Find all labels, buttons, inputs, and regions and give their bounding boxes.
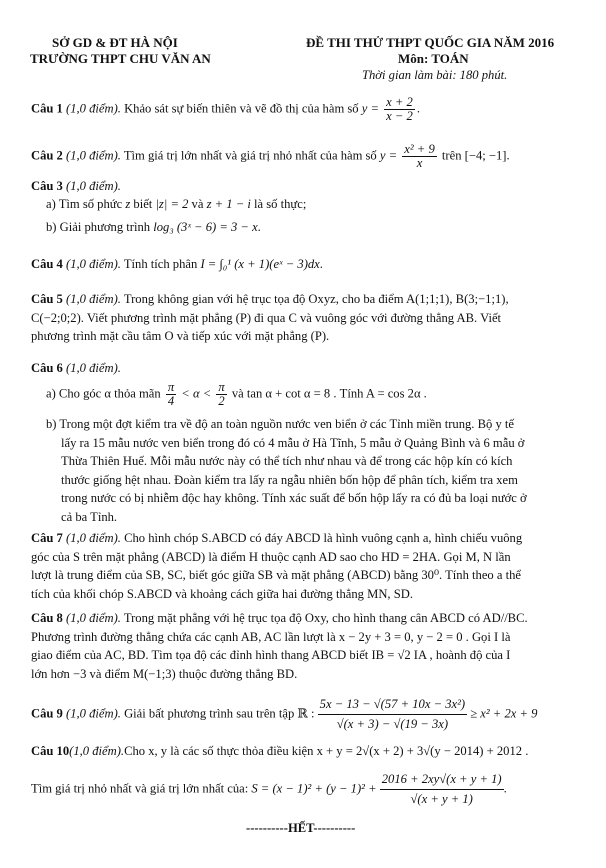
q2-numerator: x² + 9 bbox=[404, 142, 435, 156]
question-2 bbox=[31, 143, 510, 170]
q7-points: (1,0 điểm). bbox=[66, 531, 121, 545]
q10-end: . bbox=[503, 781, 507, 796]
question-6-heading bbox=[31, 362, 121, 375]
q3-label: Câu 3 bbox=[31, 179, 63, 193]
q3a-and: và bbox=[191, 197, 204, 211]
q8-points: (1,0 điểm). bbox=[66, 611, 121, 625]
q7-label: Câu 7 bbox=[31, 531, 63, 545]
q7-line: tích của khối chóp S.ABCD và khoảng cách giữa hai đường thẳng MN, SD. bbox=[31, 586, 413, 601]
q5-line1: Trong không gian với hệ trục tọa độ Oxyz, cho ba điểm A(1;1;1), B(3;−1;1), bbox=[123, 292, 509, 306]
time-limit: Thời gian làm bài: 180 phút. bbox=[362, 68, 508, 82]
q1-lhs: y = bbox=[361, 101, 379, 116]
q6a-frac1-den: 4 bbox=[167, 394, 175, 408]
q7-line: góc của S trên mặt phẳng (ABCD) là điểm H thuộc cạnh AD sao cho HD = 2HA. Gọi M, N lần bbox=[31, 549, 511, 564]
question-4 bbox=[31, 258, 323, 271]
q3b-end: . bbox=[257, 220, 261, 234]
q4-integral: I = ∫₀¹ (x + 1)(eˣ − 3)dx bbox=[200, 257, 320, 271]
q5-label: Câu 5 bbox=[31, 292, 63, 306]
q1-denominator: x − 2 bbox=[386, 109, 413, 123]
q6a-rest: và tan α + cot α = 8 . Tính A = cos 2α . bbox=[231, 386, 427, 401]
q5-points: (1,0 điểm). bbox=[66, 292, 121, 306]
q1-label: Câu 1 bbox=[31, 101, 63, 116]
q10-fraction bbox=[380, 771, 504, 808]
question-10 bbox=[31, 745, 528, 758]
q1-numerator: x + 2 bbox=[386, 95, 413, 109]
q6b-line: lấy ra 15 mẫu nước ven biển trong đó có 4 mẫu ở Hà Tĩnh, 5 mẫu ở Quảng Bình và 6 mẫu ở bbox=[61, 435, 525, 450]
q3a-expr: z + 1 − i bbox=[206, 197, 251, 211]
q4-text: Tính tích phân bbox=[123, 257, 198, 271]
q6b-line: trong nước có bị nhiễm độc hay không. Tính xác suất để bốn hộp lấy ra có đủ ba loại nước ở bbox=[61, 491, 527, 505]
q7-line: lượt là trung điểm của SB, SC, biết góc giữa SB và mặt phẳng (ABCD) bằng 30⁰. Tính theo a thể bbox=[31, 568, 521, 582]
q1-fraction bbox=[384, 96, 415, 123]
q9-rhs: ≥ x² + 2x + 9 bbox=[470, 706, 538, 721]
q6b-line: cả ba Tỉnh. bbox=[61, 509, 118, 524]
question-7 bbox=[31, 529, 575, 603]
q9-points: (1,0 điểm). bbox=[66, 706, 121, 721]
q6a-frac2-den: 2 bbox=[218, 394, 225, 408]
q6-points: (1,0 điểm). bbox=[66, 361, 121, 375]
q10-points: (1,0 điểm). bbox=[69, 744, 125, 758]
q5-line2: C(−2;0;2). Viết phương trình mặt phẳng (P) đi qua C và vuông góc với đường thẳng AB. Viết bbox=[31, 310, 502, 325]
q1-points: (1,0 điểm). bbox=[66, 101, 121, 116]
q6-part-a bbox=[46, 381, 427, 408]
question-1 bbox=[31, 96, 420, 123]
q4-label: Câu 4 bbox=[31, 257, 63, 271]
q10-objective bbox=[31, 771, 507, 808]
q3a-end: là số thực; bbox=[254, 197, 307, 211]
q6-label: Câu 6 bbox=[31, 361, 63, 375]
q2-lhs: y = bbox=[379, 148, 398, 163]
q6a-frac2-num: π bbox=[218, 380, 225, 394]
q9-denominator: √(x + 3) − √(19 − 3x) bbox=[336, 717, 449, 731]
q2-label: Câu 2 bbox=[31, 148, 63, 163]
question-9 bbox=[31, 696, 537, 733]
q3a-prefix: a) Tìm số phức bbox=[46, 197, 123, 211]
q9-label: Câu 9 bbox=[31, 706, 63, 721]
q6a-frac1 bbox=[166, 381, 176, 408]
q3a-modulus: |z| = 2 bbox=[155, 197, 189, 211]
q2-interval: [−4; −1]. bbox=[464, 148, 510, 163]
q2-points: (1,0 điểm). bbox=[66, 148, 121, 163]
q10-prefix: Tìm giá trị nhỏ nhất và giá trị lớn nhất của: bbox=[31, 781, 249, 796]
q8-line: lớn hơn −3 và điểm M(−1;3) thuộc đường thẳng BD. bbox=[31, 666, 298, 681]
end-marker: ----------HẾT---------- bbox=[246, 821, 356, 835]
q10-denominator: √(x + y + 1) bbox=[410, 792, 473, 806]
question-8 bbox=[31, 609, 575, 683]
q9-numerator: 5x − 13 − √(57 + 10x − 3x²) bbox=[318, 696, 467, 715]
q6b-line: b) Trong một đợt kiểm tra về độ an toàn nguồn nước ven biển ở các Tỉnh miền trung. Bộ y tế bbox=[46, 417, 514, 431]
q3b-prefix: b) Giải phương trình bbox=[46, 220, 151, 234]
question-3-heading bbox=[31, 180, 121, 193]
q10-numerator: 2016 + 2xy√(x + y + 1) bbox=[380, 771, 504, 790]
q10-lhs: S = (x − 1)² + (y − 1)² + bbox=[251, 781, 377, 796]
q1-end: . bbox=[416, 101, 420, 116]
q6-part-b bbox=[46, 415, 576, 526]
q2-text: Tìm giá trị lớn nhất và giá trị nhỏ nhất của hàm số bbox=[123, 148, 377, 163]
q3a-text: biết bbox=[133, 197, 153, 211]
q8-line: Trong mặt phẳng với hệ trục tọa độ Oxy, cho hình thang cân ABCD có AD//BC. bbox=[123, 611, 528, 625]
school-name: TRƯỜNG THPT CHU VĂN AN bbox=[30, 51, 211, 66]
q3-points: (1,0 điểm). bbox=[66, 179, 121, 193]
q6a-ineq: < α < bbox=[181, 386, 212, 401]
dept-name: SỞ GD & ĐT HÀ NỘI bbox=[52, 35, 178, 50]
q6b-line: Thừa Thiên Huế. Mỗi mẫu nước này có thể tích như nhau và để trong các hộp kín có kích bbox=[61, 454, 513, 468]
q6a-prefix: a) Cho góc α thỏa mãn bbox=[46, 386, 161, 401]
q3b-equation: log₃ (3ˣ − 6) = 3 − x bbox=[153, 220, 258, 234]
q8-line: giao điểm của AC, BD. Tìm tọa độ các đỉnh hình thang ABCD biết IB = √2 IA , hoành độ của I bbox=[31, 648, 511, 662]
q3-part-a bbox=[46, 198, 306, 211]
q4-end: . bbox=[319, 257, 323, 271]
q7-line: Cho hình chóp S.ABCD có đáy ABCD là hình vuông cạnh a, hình chiếu vuông bbox=[124, 531, 523, 545]
q9-fraction bbox=[318, 696, 467, 733]
q8-label: Câu 8 bbox=[31, 611, 63, 625]
subject: Môn: TOÁN bbox=[398, 51, 469, 66]
q9-text: Giải bất phương trình sau trên tập ℝ : bbox=[124, 706, 315, 721]
q2-text2: trên bbox=[441, 148, 462, 163]
q4-points: (1,0 điểm). bbox=[66, 257, 121, 271]
q6b-line: thước giống hệt nhau. Đoàn kiểm tra lấy ra ngẫu nhiên bốn hộp để phân tích, kiểm tra xem bbox=[61, 472, 518, 487]
question-5 bbox=[31, 290, 575, 346]
q6a-frac1-num: π bbox=[167, 380, 175, 394]
q10-line1: Cho x, y là các số thực thỏa điều kiện x + y = 2√(x + 2) + 3√(y − 2014) + 2012 . bbox=[124, 744, 529, 758]
q10-label: Câu 10 bbox=[31, 744, 70, 758]
q2-denominator: x bbox=[416, 156, 423, 170]
q5-line3: phương trình mặt cầu tâm O và tiếp xúc với mặt phẳng (P). bbox=[31, 329, 330, 343]
q8-line: Phương trình đường thẳng chứa các cạnh AB, AC lần lượt là x − 2y + 3 = 0, y − 2 = 0 . Gọi I là bbox=[31, 629, 511, 644]
q6a-frac2 bbox=[216, 381, 226, 408]
exam-title: ĐỀ THI THỬ THPT QUỐC GIA NĂM 2016 bbox=[306, 35, 555, 50]
q3a-z: z bbox=[125, 197, 131, 211]
q2-fraction bbox=[402, 143, 436, 170]
q3-part-b bbox=[46, 221, 261, 234]
q1-text: Khảo sát sự biến thiên và vẽ đồ thị của hàm số bbox=[124, 101, 359, 116]
